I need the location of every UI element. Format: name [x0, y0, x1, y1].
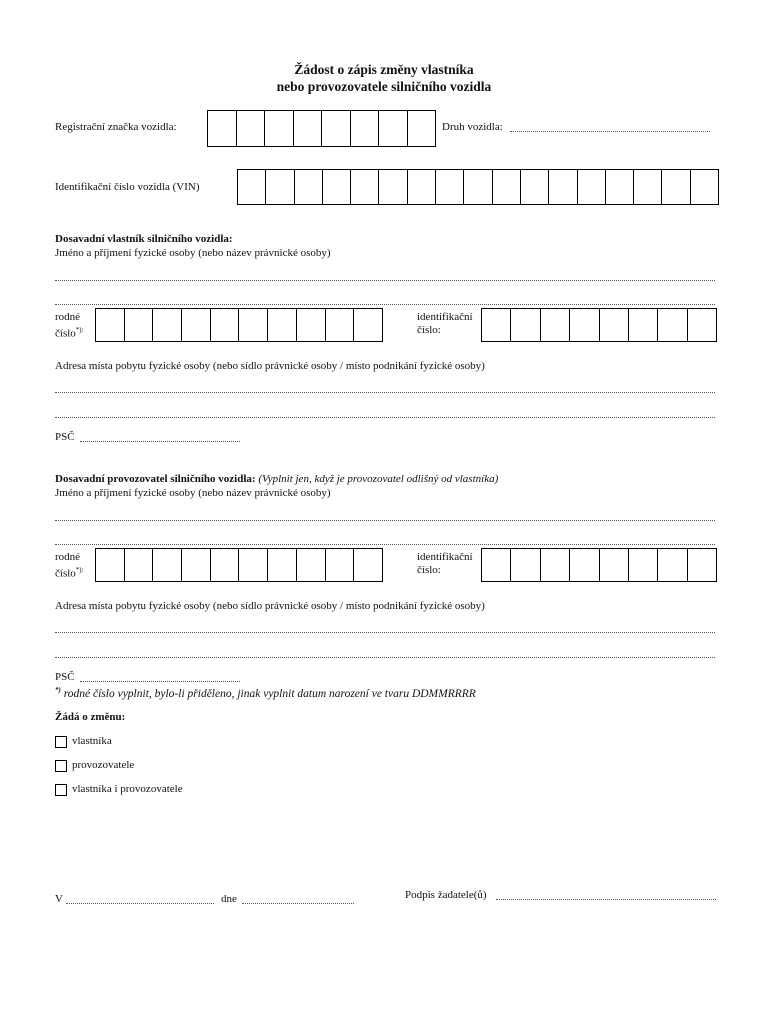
operator-heading: Dosavadní provozovatel silničního vozidla:	[55, 473, 256, 485]
signature-label: Podpis žadatele(ů)	[405, 889, 487, 901]
owner-address-line-2[interactable]	[55, 417, 715, 418]
owner-birth-number-boxes[interactable]	[95, 308, 383, 342]
operator-heading-note: (Vyplnit jen, když je provozovatel odlišný od vlastníka)	[258, 473, 499, 485]
option-operator-label: provozovatele	[72, 759, 135, 771]
owner-id-number-label	[417, 311, 473, 337]
place-field[interactable]	[66, 903, 214, 904]
footnote-mark: *)	[55, 686, 61, 694]
operator-address-line-2[interactable]	[55, 657, 715, 658]
option-owner-label: vlastníka	[72, 735, 112, 747]
vehicle-type-label: Druh vozidla:	[442, 121, 503, 133]
owner-name-line-1[interactable]	[55, 280, 715, 281]
option-owner-checkbox[interactable]	[55, 736, 67, 748]
owner-id-number-boxes[interactable]	[481, 308, 717, 342]
operator-address-line-1[interactable]	[55, 632, 715, 633]
owner-psc-field[interactable]	[80, 441, 240, 442]
vin-boxes[interactable]	[237, 169, 719, 205]
operator-name-line-1[interactable]	[55, 520, 715, 521]
change-heading: Žádá o změnu:	[55, 711, 126, 723]
operator-birth-number-label	[55, 551, 84, 581]
owner-ic-label-1: identifikační	[417, 311, 473, 323]
owner-rc-label-2: číslo	[55, 327, 76, 340]
place-label: V	[55, 893, 63, 905]
operator-ic-label-1: identifikační	[417, 551, 473, 563]
footnote	[55, 686, 476, 700]
owner-heading: Dosavadní vlastník silničního vozidla:	[55, 233, 233, 245]
operator-heading-row	[55, 473, 498, 485]
operator-id-number-boxes[interactable]	[481, 548, 717, 582]
option-both-label: vlastníka i provozovatele	[72, 783, 183, 795]
owner-name-label: Jméno a příjmení fyzické osoby (nebo název právnické osoby)	[55, 247, 331, 259]
owner-rc-sup: *):	[75, 326, 84, 334]
form-title-line1: Žádost o zápis změny vlastníka	[294, 62, 474, 77]
owner-birth-number-label	[55, 311, 84, 341]
option-both-checkbox[interactable]	[55, 784, 67, 796]
operator-rc-label-1: rodné	[55, 551, 81, 563]
operator-address-label: Adresa místa pobytu fyzické osoby (nebo sídlo právnické osoby / místo podnikání fyzické osoby)	[55, 600, 485, 612]
owner-address-line-1[interactable]	[55, 392, 715, 393]
operator-rc-sup: *):	[75, 566, 84, 574]
owner-address-label: Adresa místa pobytu fyzické osoby (nebo sídlo právnické osoby / místo podnikání fyzické osoby)	[55, 360, 485, 372]
operator-psc-field[interactable]	[80, 681, 240, 682]
vehicle-type-field[interactable]	[510, 131, 710, 132]
owner-ic-label-2: číslo:	[417, 324, 441, 336]
registration-plate-label: Registrační značka vozidla:	[55, 121, 177, 133]
operator-rc-label-2: číslo	[55, 567, 76, 580]
operator-ic-label-2: číslo:	[417, 564, 441, 576]
operator-name-line-2[interactable]	[55, 544, 715, 545]
owner-name-line-2[interactable]	[55, 304, 715, 305]
registration-plate-boxes[interactable]	[207, 110, 436, 147]
operator-psc-label: PSČ	[55, 671, 75, 683]
footnote-text: rodné číslo vyplnit, bylo-li přiděleno, jinak vyplnit datum narození ve tvaru DDMMRRRR	[63, 687, 476, 700]
option-operator-checkbox[interactable]	[55, 760, 67, 772]
owner-psc-label: PSČ	[55, 431, 75, 443]
signature-field[interactable]	[496, 899, 716, 900]
owner-rc-label-1: rodné	[55, 311, 81, 323]
operator-birth-number-boxes[interactable]	[95, 548, 383, 582]
operator-id-number-label	[417, 551, 473, 577]
operator-name-label: Jméno a příjmení fyzické osoby (nebo název právnické osoby)	[55, 487, 331, 499]
vin-label: Identifikační číslo vozidla (VIN)	[55, 181, 200, 193]
date-field[interactable]	[242, 903, 354, 904]
date-label: dne	[221, 893, 237, 905]
form-title-line2: nebo provozovatele silničního vozidla	[276, 79, 492, 94]
